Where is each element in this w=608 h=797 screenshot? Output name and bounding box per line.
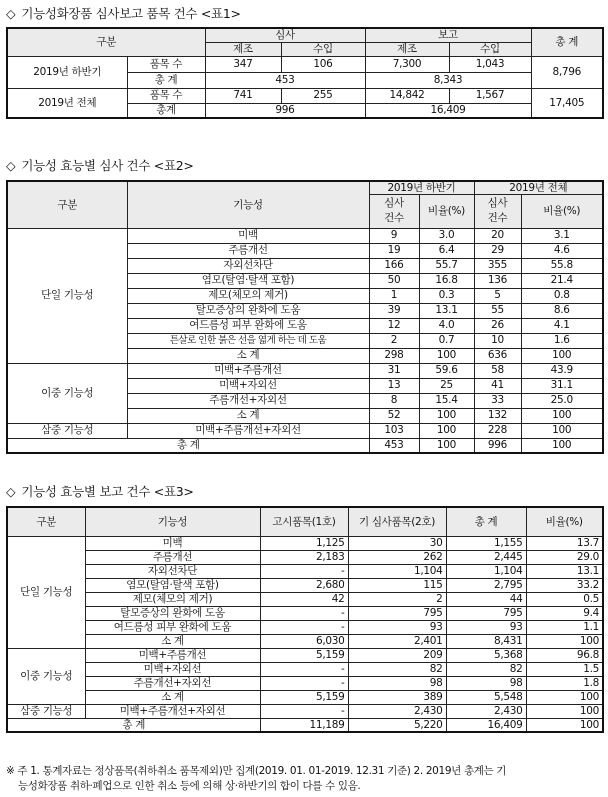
t2-cell: 100 — [419, 438, 474, 453]
t3-cell: 98 — [446, 676, 526, 690]
t3-cell: 9.4 — [526, 606, 603, 620]
t2-cell: 166 — [369, 258, 419, 273]
t3-cell: 100 — [526, 718, 603, 732]
t3-cell: - — [260, 676, 348, 690]
t3-cell: 1,104 — [446, 564, 526, 578]
t2-cell: 996 — [474, 438, 521, 453]
t1-cnt-label: 품목 수 — [127, 56, 205, 72]
t3-h-func: 기능성 — [85, 507, 260, 536]
t2-cell: 4.1 — [521, 318, 603, 333]
t3-cell: 42 — [260, 592, 348, 606]
t3-h-ratio: 비율(%) — [526, 507, 603, 536]
t3-cell: 5,368 — [446, 648, 526, 662]
t2-cell: 100 — [521, 438, 603, 453]
t3-cell: 115 — [348, 578, 446, 592]
t3-cell: - — [260, 606, 348, 620]
t2-cell: 1.6 — [521, 333, 603, 348]
t3-func: 미백 — [85, 536, 260, 550]
t3-cell: 93 — [446, 620, 526, 634]
t2-h-ratio2: 비율(%) — [521, 194, 603, 228]
t2-h-count2: 심사 건수 — [474, 194, 521, 228]
t2-func: 튼살로 인한 붉은 선을 엷게 하는 데 도움 — [127, 333, 369, 348]
t3-h-reviewed: 기 심사품목(2호) — [348, 507, 446, 536]
t2-cell: 355 — [474, 258, 521, 273]
table3 — [6, 506, 604, 733]
t2-func: 미백 — [127, 228, 369, 243]
t3-cell: 1,125 — [260, 536, 348, 550]
t3-cell: 5,220 — [348, 718, 446, 732]
footnote-line2: 능성화장품 취하·폐업으로 인한 취소 등에 의해 상·하반기의 합이 다를 수 있음. — [18, 780, 361, 792]
t2-cell: 100 — [419, 348, 474, 363]
t3-cell: 1.1 — [526, 620, 603, 634]
table1-title: ◇ 기능성화장품 심사보고 품목 건수 <표1> — [6, 6, 241, 21]
t2-cell: 298 — [369, 348, 419, 363]
t3-cell: 2,445 — [446, 550, 526, 564]
t2-cell: 636 — [474, 348, 521, 363]
table3-title: ◇ 기능성 효능별 보고 건수 <표3> — [6, 484, 194, 499]
t3-cell: 100 — [526, 704, 603, 718]
t2-h-ratio1: 비율(%) — [419, 194, 474, 228]
t2-cell: 5 — [474, 288, 521, 303]
diamond-icon: ◇ — [6, 158, 16, 173]
t3-cell: 29.0 — [526, 550, 603, 564]
t1-cell: 106 — [281, 56, 365, 72]
t2-cell: 100 — [419, 408, 474, 423]
t3-cell: 2,430 — [348, 704, 446, 718]
t3-cell: 389 — [348, 690, 446, 704]
t3-cell: 2,430 — [446, 704, 526, 718]
t2-func: 미백+주름개선 — [127, 363, 369, 378]
t3-h-group: 구분 — [7, 507, 85, 536]
t1-h-imp: 수입 — [281, 42, 365, 56]
t2-func: 주름개선+자외선 — [127, 393, 369, 408]
t2-func: 주름개선 — [127, 243, 369, 258]
t2-cell: 59.6 — [419, 363, 474, 378]
t1-period: 2019년 하반기 — [7, 56, 127, 88]
t2-cell: 100 — [521, 348, 603, 363]
t1-cell: 16,409 — [365, 103, 531, 118]
t3-cell: 98 — [348, 676, 446, 690]
t1-h-mfg: 제조 — [205, 42, 281, 56]
t2-h-group: 구분 — [7, 181, 127, 228]
footnote — [6, 764, 606, 794]
t3-cell: 795 — [348, 606, 446, 620]
t2-cell: 103 — [369, 423, 419, 438]
t2-func: 미백+주름개선+자외선 — [127, 423, 369, 438]
t2-cell: 58 — [474, 363, 521, 378]
t3-cell: 13.7 — [526, 536, 603, 550]
t3-cell: 5,159 — [260, 690, 348, 704]
t1-period: 2019년 전체 — [7, 88, 127, 118]
t3-cell: 2,183 — [260, 550, 348, 564]
t2-cell: 41 — [474, 378, 521, 393]
t2-func: 염모(탈염·탈색 포함) — [127, 273, 369, 288]
t1-cell: 347 — [205, 56, 281, 72]
t1-h-total: 총 계 — [531, 28, 603, 56]
t3-cell: 96.8 — [526, 648, 603, 662]
t2-cell: 33 — [474, 393, 521, 408]
t2-cell: 3.1 — [521, 228, 603, 243]
t2-cell: 55 — [474, 303, 521, 318]
t3-func: 제모(체모의 제거) — [85, 592, 260, 606]
t2-subtotal-label: 소 계 — [127, 408, 369, 423]
t3-cell: 2,795 — [446, 578, 526, 592]
t3-func: 주름개선 — [85, 550, 260, 564]
t2-func: 제모(체모의 제거) — [127, 288, 369, 303]
t3-cell: 5,548 — [446, 690, 526, 704]
t2-cell: 21.4 — [521, 273, 603, 288]
t3-cell: - — [260, 662, 348, 676]
t2-cell: 31 — [369, 363, 419, 378]
t2-cell: 100 — [521, 423, 603, 438]
t1-cnt-label: 품목 수 — [127, 88, 205, 103]
t2-cell: 4.0 — [419, 318, 474, 333]
t2-cell: 25 — [419, 378, 474, 393]
t3-func: 탈모증상의 완화에 도움 — [85, 606, 260, 620]
t2-h-count1: 심사 건수 — [369, 194, 419, 228]
t2-cell: 132 — [474, 408, 521, 423]
t3-cell: 44 — [446, 592, 526, 606]
t2-group-triple: 삼중 기능성 — [7, 423, 127, 438]
t3-cell: - — [260, 620, 348, 634]
t2-cell: 13 — [369, 378, 419, 393]
t3-cell: 2 — [348, 592, 446, 606]
t2-cell: 2 — [369, 333, 419, 348]
t3-cell: 13.1 — [526, 564, 603, 578]
t3-cell: 2,401 — [348, 634, 446, 648]
t2-group-single: 단일 기능성 — [7, 228, 127, 363]
t2-func: 미백+자외선 — [127, 378, 369, 393]
t1-cell: 14,842 — [365, 88, 449, 103]
table1 — [6, 27, 604, 119]
t2-cell: 8.6 — [521, 303, 603, 318]
t2-subtotal-label: 소 계 — [127, 348, 369, 363]
t1-sum-label: 총 계 — [127, 72, 205, 88]
t2-cell: 55.7 — [419, 258, 474, 273]
t1-h-mfg2: 제조 — [365, 42, 449, 56]
t3-cell: 100 — [526, 634, 603, 648]
t2-group-total: 총 계 — [7, 438, 369, 453]
t1-cell: 7,300 — [365, 56, 449, 72]
t3-cell: 5,159 — [260, 648, 348, 662]
t2-cell: 15.4 — [419, 393, 474, 408]
t1-cell: 996 — [205, 103, 365, 118]
t3-cell: 0.5 — [526, 592, 603, 606]
t2-cell: 52 — [369, 408, 419, 423]
t2-cell: 26 — [474, 318, 521, 333]
t1-h-report: 보고 — [365, 28, 531, 42]
t3-cell: 8,431 — [446, 634, 526, 648]
t2-cell: 25.0 — [521, 393, 603, 408]
table2-title: ◇ 기능성 효능별 심사 건수 <표2> — [6, 158, 194, 173]
t2-func: 자외선차단 — [127, 258, 369, 273]
t3-cell: 1,104 — [348, 564, 446, 578]
t1-cell: 741 — [205, 88, 281, 103]
t3-cell: 262 — [348, 550, 446, 564]
t3-func: 미백+자외선 — [85, 662, 260, 676]
t2-cell: 0.8 — [521, 288, 603, 303]
t2-cell: 29 — [474, 243, 521, 258]
t3-cell: 209 — [348, 648, 446, 662]
t2-cell: 39 — [369, 303, 419, 318]
t3-func: 미백+주름개선+자외선 — [85, 704, 260, 718]
t2-cell: 8 — [369, 393, 419, 408]
t3-func: 염모(탈염·탈색 포함) — [85, 578, 260, 592]
t2-cell: 16.8 — [419, 273, 474, 288]
t3-cell: 30 — [348, 536, 446, 550]
t2-cell: 12 — [369, 318, 419, 333]
t2-h-period1: 2019년 하반기 — [369, 181, 474, 194]
diamond-icon: ◇ — [6, 484, 16, 499]
t2-h-period2: 2019년 전체 — [474, 181, 603, 194]
t3-func: 미백+주름개선 — [85, 648, 260, 662]
t2-cell: 1 — [369, 288, 419, 303]
t2-cell: 100 — [419, 423, 474, 438]
t2-cell: 50 — [369, 273, 419, 288]
t2-group-double: 이중 기능성 — [7, 363, 127, 423]
t1-cell: 453 — [205, 72, 365, 88]
t2-cell: 13.1 — [419, 303, 474, 318]
t2-cell: 0.7 — [419, 333, 474, 348]
t1-cell: 1,043 — [449, 56, 531, 72]
t2-cell: 9 — [369, 228, 419, 243]
t1-cell: 255 — [281, 88, 365, 103]
t2-func: 여드름성 피부 완화에 도움 — [127, 318, 369, 333]
t3-cell: 82 — [446, 662, 526, 676]
t1-cell: 8,343 — [365, 72, 531, 88]
t1-cell: 1,567 — [449, 88, 531, 103]
t2-cell: 10 — [474, 333, 521, 348]
t2-cell: 55.8 — [521, 258, 603, 273]
t2-cell: 0.3 — [419, 288, 474, 303]
t3-func: 자외선차단 — [85, 564, 260, 578]
t3-cell: 1.5 — [526, 662, 603, 676]
t2-cell: 228 — [474, 423, 521, 438]
t3-group-single: 단일 기능성 — [7, 536, 85, 648]
t3-cell: 6,030 — [260, 634, 348, 648]
t3-subtotal-label: 소 계 — [85, 634, 260, 648]
footnote-line1: ※ 주 1. 통계자료는 정상품목(취하취소 품목제외)만 집계(2019. 01. 01-2019. 12.31 기준) 2. 2019년 총계는 기 — [6, 765, 507, 777]
t3-cell: 93 — [348, 620, 446, 634]
t3-func: 주름개선+자외선 — [85, 676, 260, 690]
t3-cell: 795 — [446, 606, 526, 620]
t2-cell: 136 — [474, 273, 521, 288]
t3-group-total: 총 계 — [7, 718, 260, 732]
t3-cell: - — [260, 564, 348, 578]
t2-cell: 6.4 — [419, 243, 474, 258]
t3-group-triple: 삼중 기능성 — [7, 704, 85, 718]
t3-cell: 33.2 — [526, 578, 603, 592]
t1-h-group: 구분 — [7, 28, 205, 56]
t3-cell: - — [260, 704, 348, 718]
t2-h-func: 기능성 — [127, 181, 369, 228]
t3-func: 여드름성 피부 완화에 도움 — [85, 620, 260, 634]
t2-cell: 19 — [369, 243, 419, 258]
t2-cell: 20 — [474, 228, 521, 243]
t2-cell: 31.1 — [521, 378, 603, 393]
t2-func: 탈모증상의 완화에 도움 — [127, 303, 369, 318]
table2 — [6, 180, 604, 454]
t2-cell: 3.0 — [419, 228, 474, 243]
t1-total: 17,405 — [531, 88, 603, 118]
t3-cell: 1,155 — [446, 536, 526, 550]
t3-cell: 2,680 — [260, 578, 348, 592]
t2-cell: 4.6 — [521, 243, 603, 258]
t2-cell: 43.9 — [521, 363, 603, 378]
t1-h-imp2: 수입 — [449, 42, 531, 56]
t3-cell: 11,189 — [260, 718, 348, 732]
t3-subtotal-label: 소 계 — [85, 690, 260, 704]
t3-cell: 1.8 — [526, 676, 603, 690]
t2-cell: 100 — [521, 408, 603, 423]
t3-h-notice: 고시품목(1호) — [260, 507, 348, 536]
t3-cell: 82 — [348, 662, 446, 676]
t3-h-total: 총 계 — [446, 507, 526, 536]
diamond-icon: ◇ — [6, 6, 16, 21]
t1-total: 8,796 — [531, 56, 603, 88]
t3-group-double: 이중 기능성 — [7, 648, 85, 704]
t1-h-review: 심사 — [205, 28, 365, 42]
t3-cell: 16,409 — [446, 718, 526, 732]
t1-sum-label: 총계 — [127, 103, 205, 118]
t3-cell: 100 — [526, 690, 603, 704]
t2-cell: 453 — [369, 438, 419, 453]
